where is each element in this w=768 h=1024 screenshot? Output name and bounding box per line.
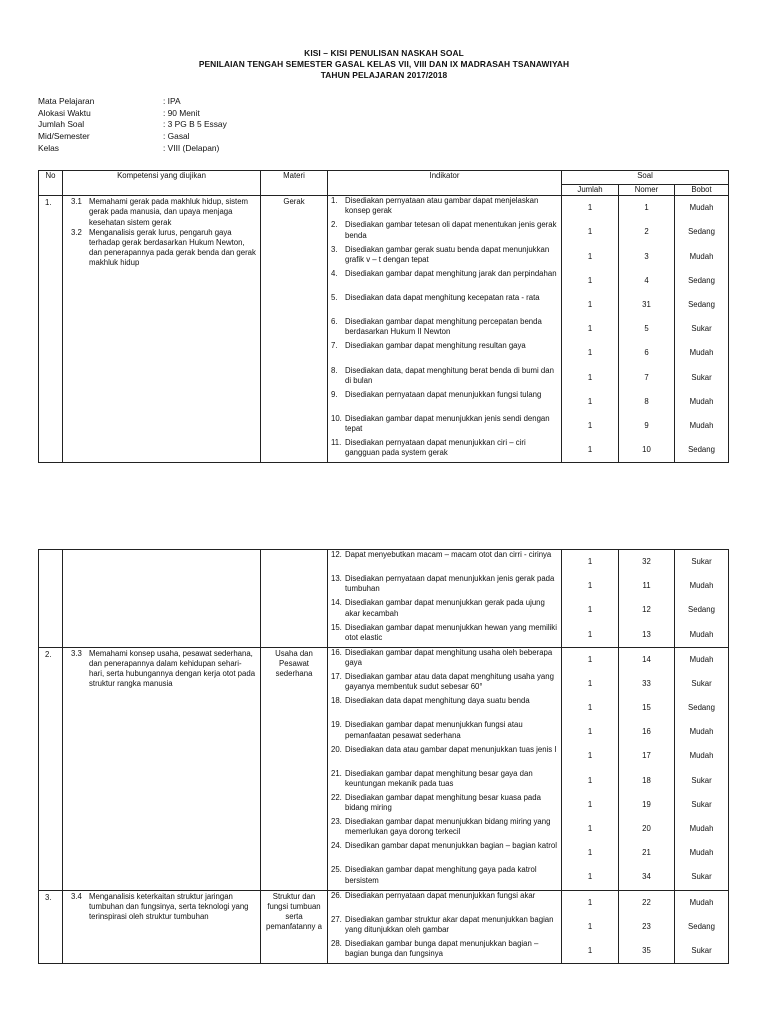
indikator-number: 25.: [331, 865, 342, 875]
indikator-item: [331, 769, 559, 793]
indikator-item: [331, 793, 559, 817]
bobot-value: Sedang: [688, 605, 715, 615]
indikator-text: Disediakan gambar dapat menghitung besar kuasa pada bidang miring: [345, 792, 541, 813]
indikator-number: 17.: [331, 671, 342, 681]
kompetensi-cell: [63, 196, 261, 463]
title-line-2: PENILAIAN TENGAH SEMESTER GASAL KELAS VII, VIII DAN IX MADRASAH TSANAWIYAH: [198, 59, 570, 69]
indikator-text: Disediakan gambar struktur akar dapat menunjukkan bagian yang ditunjukkan oleh gambar: [345, 914, 554, 935]
meta-label: Mid/Semester: [38, 131, 90, 142]
indikator-item: [331, 550, 559, 574]
indikator-number: 21.: [331, 768, 342, 778]
col-header-indikator: Indikator: [328, 171, 562, 196]
indikator-item: [331, 939, 559, 963]
indikator-number: 13.: [331, 574, 342, 584]
indikator-item: [331, 817, 559, 841]
indikator-text: Disediakan gambar bunga dapat menunjukkan bagian – bagian bunga dan fungsinya: [345, 939, 539, 959]
jumlah-value: 1: [587, 897, 593, 907]
bobot-value: Sedang: [688, 921, 715, 931]
nomer-value: 15: [642, 703, 651, 713]
materi-cell: Usaha dan Pesawat sederhana: [261, 647, 328, 890]
jumlah-value: 1: [587, 581, 593, 591]
bobot-value: Mudah: [689, 751, 714, 761]
indikator-number: 26.: [331, 890, 342, 900]
kompetensi-cell: [63, 647, 261, 890]
jumlah-cell: [562, 196, 619, 463]
indikator-cell: [328, 647, 562, 890]
jumlah-value: 1: [587, 299, 593, 309]
indikator-number: 7.: [331, 341, 338, 351]
meta-value: : 3 PG B 5 Essay: [163, 119, 227, 130]
nomer-value: 32: [642, 556, 651, 566]
indikator-text: Disediakan gambar dapat menghitung usaha oleh beberapa gaya: [345, 647, 553, 667]
indikator-text: Disediakan pernyataan dapat menunjukkan jenis gerak pada tumbuhan: [345, 574, 555, 594]
jumlah-value: 1: [587, 227, 593, 237]
materi-cell: Struktur dan fungsi tumbuan serta pemanfatanny a: [261, 890, 328, 964]
col-header-kompetensi: Kompetensi yang diujikan: [63, 171, 261, 196]
indikator-item: [331, 623, 559, 647]
jumlah-value: 1: [587, 203, 593, 213]
indikator-number: 28.: [331, 939, 342, 948]
indikator-text: Disediakan data atau gambar dapat menunjukkan tuas jenis I: [345, 744, 557, 754]
bobot-cell: [675, 550, 729, 648]
col-header-soal: Soal: [562, 171, 729, 185]
indikator-item: [331, 841, 559, 865]
indikator-number: 11.: [331, 438, 342, 448]
bobot-value: Mudah: [689, 348, 714, 358]
nomer-cell: [619, 647, 675, 890]
jumlah-value: 1: [587, 275, 593, 285]
indikator-item: [331, 220, 559, 244]
indikator-number: 16.: [331, 647, 342, 657]
indikator-number: 6.: [331, 317, 338, 327]
indikator-item: [331, 317, 559, 341]
indikator-text: Disediakan gambar atau data dapat menghitung usaha yang gayanya membentuk sudut sebesar 60°: [345, 671, 554, 692]
indikator-item: [331, 745, 559, 769]
indikator-item: [331, 414, 559, 438]
kompetensi-cell: [63, 550, 261, 648]
bobot-value: Mudah: [689, 420, 714, 430]
bobot-value: Mudah: [689, 654, 714, 664]
kompetensi-item: [67, 228, 256, 269]
bobot-value: Sukar: [691, 556, 712, 566]
bobot-value: Sukar: [691, 372, 712, 382]
indikator-text: Disediakan pernyataan dapat menunjukkan fungsi tulang: [345, 389, 542, 399]
table-row: [39, 647, 729, 890]
jumlah-value: 1: [587, 945, 593, 955]
indikator-cell: [328, 890, 562, 964]
indikator-item: [331, 245, 559, 269]
jumlah-cell: [562, 647, 619, 890]
meta-label: Jumlah Soal: [38, 119, 85, 130]
indikator-number: 24.: [331, 841, 342, 851]
bobot-value: Sukar: [691, 775, 712, 785]
document-title: [0, 48, 768, 81]
nomer-value: 19: [642, 799, 651, 809]
jumlah-value: 1: [587, 629, 593, 639]
kisi-table-page-1: [38, 170, 729, 463]
nomer-value: 8: [644, 396, 649, 406]
nomer-value: 6: [644, 348, 649, 358]
kompetensi-number: 3.1: [71, 197, 82, 207]
title-line-3: TAHUN PELAJARAN 2017/2018: [320, 70, 448, 80]
indikator-text: Disediakan gambar dapat menghitung percepatan benda berdasarkan Hukum II Newton: [345, 317, 542, 337]
jumlah-value: 1: [587, 703, 593, 713]
indikator-number: 27.: [331, 914, 342, 924]
indikator-text: Disediakan gambar dapat menghitung resultan gaya: [345, 341, 526, 351]
indikator-number: 3.: [331, 244, 338, 254]
bobot-value: Mudah: [689, 848, 714, 858]
jumlah-cell: [562, 890, 619, 964]
indikator-item: [331, 390, 559, 414]
indikator-text: Disediakan data, dapat menghitung berat benda di bumi dan di bulan: [345, 365, 554, 385]
table-row: [39, 196, 729, 463]
indikator-number: 9.: [331, 389, 338, 399]
jumlah-value: 1: [587, 372, 593, 382]
indikator-item: [331, 891, 559, 915]
indikator-item: [331, 598, 559, 622]
jumlah-value: 1: [587, 727, 593, 737]
indikator-item: [331, 269, 559, 293]
nomer-value: 22: [642, 897, 651, 907]
indikator-cell: [328, 196, 562, 463]
indikator-item: [331, 341, 559, 365]
indikator-item: [331, 720, 559, 744]
indikator-number: 1.: [331, 196, 338, 206]
indikator-item: [331, 574, 559, 598]
indikator-item: [331, 915, 559, 939]
kompetensi-number: 3.4: [71, 891, 82, 901]
kompetensi-number: 3.2: [71, 227, 82, 237]
bobot-value: Mudah: [689, 727, 714, 737]
row-number: 3.: [39, 890, 63, 964]
meta-row: [38, 96, 227, 108]
bobot-value: Sukar: [691, 799, 712, 809]
bobot-cell: [675, 647, 729, 890]
row-number: [39, 550, 63, 648]
col-header-nomer: Nomer: [619, 185, 675, 196]
indikator-text: Disediakan gambar dapat menghitung besar gaya dan keuntungan mekanik pada tuas: [345, 768, 533, 788]
kompetensi-text: Memahami konsep usaha, pesawat sederhana, dan penerapannya dalam kehidupan sehari-hari, serta hubungannya dengan kerja otot pada struktur rangka manusia: [89, 648, 256, 689]
meta-value: : IPA: [163, 96, 181, 106]
bobot-value: Sukar: [691, 872, 712, 882]
indikator-text: Disedikan gambar dapat menunjukkan bagian – bagian katrol: [345, 841, 557, 851]
nomer-value: 18: [642, 775, 651, 785]
indikator-cell: [328, 550, 562, 648]
kompetensi-text: Menganalisis gerak lurus, pengaruh gaya terhadap gerak berdasarkan Hukum Newton, dan penerapannya pada gerak benda dan gerak makhluk hidup: [89, 227, 256, 268]
indikator-text: Disediakan pernyataan atau gambar dapat menjelaskan konsep gerak: [345, 196, 539, 216]
meta-label: Mata Pelajaran: [38, 96, 95, 106]
indikator-number: 10.: [331, 413, 342, 423]
nomer-value: 21: [642, 848, 651, 858]
nomer-cell: [619, 550, 675, 648]
meta-value: : Gasal: [163, 131, 190, 142]
meta-info: [38, 96, 227, 155]
nomer-value: 3: [644, 251, 649, 261]
indikator-text: Disediakan gambar dapat menunjukkan gerak pada ujung akar kecambah: [345, 598, 545, 618]
kompetensi-number: 3.3: [71, 648, 82, 658]
jumlah-value: 1: [587, 251, 593, 261]
bobot-value: Mudah: [689, 824, 714, 834]
indikator-text: Disediakan gambar dapat menunjukkan fungsi atau pemanfaatan pesawat sederhana: [345, 720, 523, 740]
nomer-value: 23: [642, 921, 651, 931]
jumlah-value: 1: [587, 824, 593, 834]
indikator-item: [331, 648, 559, 672]
jumlah-value: 1: [587, 799, 593, 809]
nomer-cell: [619, 890, 675, 964]
indikator-text: Disediakan gambar dapat menunjukkan hewan yang memiliki otot elastic: [345, 622, 557, 642]
indikator-number: 8.: [331, 365, 338, 375]
kompetensi-item: [67, 649, 256, 690]
bobot-value: Sedang: [688, 275, 715, 285]
meta-value: : 90 Menit: [163, 107, 200, 118]
kisi-table-page-2: [38, 549, 729, 964]
col-header-materi: Materi: [261, 171, 328, 196]
jumlah-value: 1: [587, 654, 593, 664]
indikator-text: Disediakan gambar dapat menghitung gaya pada katrol bersistem: [345, 865, 537, 885]
meta-label: Kelas: [38, 142, 59, 153]
nomer-value: 4: [644, 275, 649, 285]
indikator-item: [331, 438, 559, 462]
kompetensi-item: [67, 892, 256, 923]
jumlah-value: 1: [587, 445, 593, 455]
indikator-number: 15.: [331, 622, 342, 632]
jumlah-value: 1: [587, 324, 593, 334]
col-header-bobot: Bobot: [675, 185, 729, 196]
meta-value: : VIII (Delapan): [163, 142, 220, 153]
bobot-value: Mudah: [689, 251, 714, 261]
col-header-no: No: [39, 171, 63, 196]
nomer-value: 1: [644, 203, 649, 213]
bobot-value: Mudah: [689, 581, 714, 591]
kompetensi-cell: [63, 890, 261, 964]
indikator-number: 5.: [331, 292, 338, 302]
indikator-number: 18.: [331, 696, 342, 706]
jumlah-value: 1: [587, 921, 593, 931]
jumlah-value: 1: [587, 678, 593, 688]
row-number: 2.: [39, 647, 63, 890]
indikator-text: Disediakan gambar dapat menunjukkan bidang miring yang memerlukan gaya dorong terkecil: [345, 817, 551, 837]
materi-cell: [261, 550, 328, 648]
indikator-text: Disediakan pernyataan dapat menunjukkan fungsi akar: [345, 890, 536, 900]
bobot-value: Sedang: [688, 703, 715, 713]
jumlah-value: 1: [587, 848, 593, 858]
col-header-jumlah: Jumlah: [562, 185, 619, 196]
kompetensi-item: [67, 197, 256, 228]
bobot-cell: [675, 890, 729, 964]
indikator-number: 20.: [331, 744, 342, 754]
bobot-value: Sukar: [691, 324, 712, 334]
kompetensi-text: Memahami gerak pada makhluk hidup, sistem gerak pada manusia, dan upaya menjaga kesehatan sistem gerak: [89, 197, 249, 227]
nomer-value: 31: [642, 299, 651, 309]
nomer-value: 11: [642, 581, 651, 591]
nomer-value: 34: [642, 872, 651, 882]
nomer-value: 17: [642, 751, 651, 761]
indikator-text: Disediakan gambar gerak suatu benda dapat menunjukkan grafik v – t dengan tepat: [345, 244, 550, 264]
bobot-cell: [675, 196, 729, 463]
indikator-number: 4.: [331, 268, 338, 278]
jumlah-value: 1: [587, 605, 593, 615]
table-row: [39, 890, 729, 964]
nomer-value: 20: [642, 824, 651, 834]
indikator-item: [331, 672, 559, 696]
bobot-value: Sedang: [688, 445, 715, 455]
meta-row: [38, 131, 227, 143]
jumlah-value: 1: [587, 872, 593, 882]
jumlah-value: 1: [587, 396, 593, 406]
meta-row: [38, 143, 227, 155]
indikator-item: [331, 293, 559, 317]
nomer-value: 16: [642, 727, 651, 737]
bobot-value: Mudah: [689, 629, 714, 639]
bobot-value: Sukar: [691, 945, 712, 955]
indikator-item: [331, 366, 559, 390]
nomer-value: 9: [644, 420, 649, 430]
bobot-value: Sedang: [688, 227, 715, 237]
indikator-text: Dapat menyebutkan macam – macam otot dan cirri - cirinya: [345, 550, 552, 559]
indikator-number: 19.: [331, 720, 342, 730]
bobot-value: Mudah: [689, 203, 714, 213]
nomer-value: 35: [642, 945, 651, 955]
indikator-text: Disediakan data dapat menghitung kecepatan rata - rata: [345, 292, 540, 302]
indikator-number: 22.: [331, 792, 342, 802]
bobot-value: Sedang: [688, 299, 715, 309]
meta-row: [38, 108, 227, 120]
bobot-value: Sukar: [691, 678, 712, 688]
jumlah-value: 1: [587, 420, 593, 430]
indikator-number: 14.: [331, 598, 342, 608]
title-line-1: KISI – KISI PENULISAN NASKAH SOAL: [304, 48, 464, 58]
nomer-value: 7: [644, 372, 649, 382]
materi-cell: Gerak: [261, 196, 328, 463]
indikator-item: [331, 696, 559, 720]
jumlah-value: 1: [587, 751, 593, 761]
jumlah-cell: [562, 550, 619, 648]
bobot-value: Mudah: [689, 897, 714, 907]
indikator-text: Disediakan gambar tetesan oli dapat menentukan jenis gerak benda: [345, 220, 557, 240]
indikator-text: Disediakan gambar dapat menunjukkan jenis sendi dengan tepat: [345, 413, 550, 434]
kompetensi-text: Menganalisis keterkaitan struktur jaringan tumbuhan dan fungsinya, serta teknologi yang terinspirasi oleh struktur tumbuhan: [89, 891, 249, 922]
nomer-value: 13: [642, 629, 651, 639]
meta-label: Alokasi Waktu: [38, 107, 91, 118]
nomer-value: 10: [642, 445, 651, 455]
jumlah-value: 1: [587, 775, 593, 785]
row-number: 1.: [39, 196, 63, 463]
nomer-value: 12: [642, 605, 651, 615]
nomer-cell: [619, 196, 675, 463]
nomer-value: 2: [644, 227, 649, 237]
table-row: [39, 550, 729, 648]
meta-row: [38, 119, 227, 131]
indikator-number: 12.: [331, 550, 342, 559]
jumlah-value: 1: [587, 348, 593, 358]
bobot-value: Mudah: [689, 396, 714, 406]
indikator-number: 23.: [331, 817, 342, 827]
nomer-value: 14: [642, 654, 651, 664]
nomer-value: 33: [642, 678, 651, 688]
indikator-item: [331, 196, 559, 220]
nomer-value: 5: [644, 324, 649, 334]
indikator-text: Disediakan gambar dapat menghitung jarak dan perpindahan: [345, 268, 557, 278]
indikator-text: Disediakan data dapat menghitung daya suatu benda: [345, 696, 530, 706]
indikator-number: 2.: [331, 220, 338, 230]
indikator-item: [331, 865, 559, 889]
jumlah-value: 1: [587, 556, 593, 566]
indikator-text: Disediakan pernyataan dapat menunjukkan ciri – ciri gangguan pada system gerak: [345, 438, 526, 458]
